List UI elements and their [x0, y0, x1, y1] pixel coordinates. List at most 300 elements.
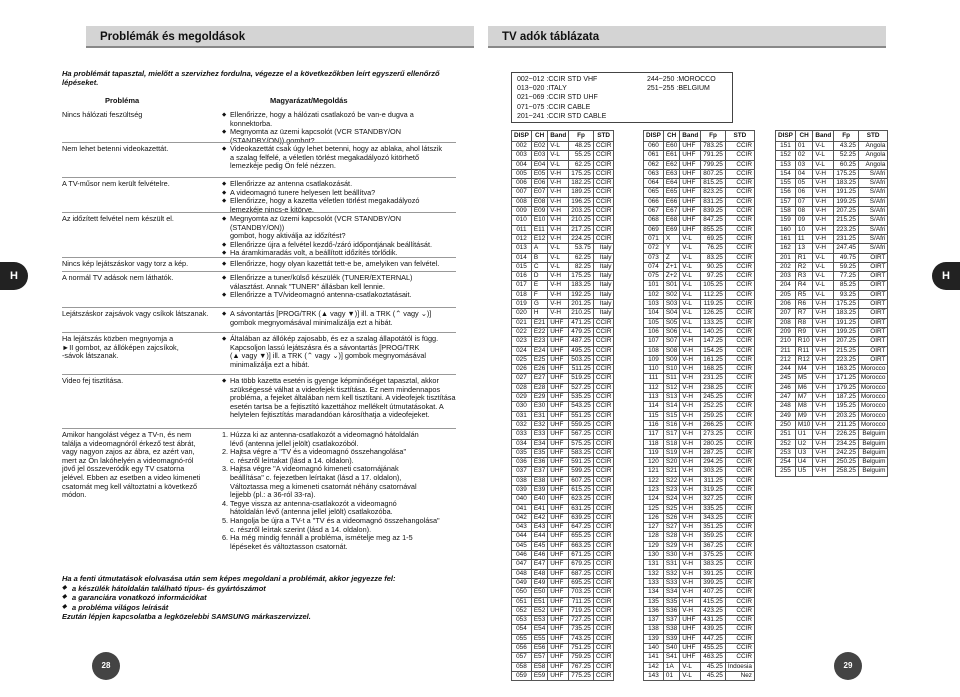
table-cell: Indoesia: [725, 662, 754, 671]
table-row: [644, 495, 755, 504]
table-cell: UHF: [548, 662, 569, 671]
table-cell: CCIR: [725, 142, 754, 151]
solution-line: ◆ Ellenőrizze a tuner/külső készülék (TUNER/EXTERNAL): [222, 274, 456, 283]
table-cell: V-H: [813, 458, 834, 467]
table-cell: 019: [512, 300, 532, 309]
table-cell: V-H: [813, 300, 834, 309]
table-row: [512, 448, 614, 457]
table-cell: E54: [531, 625, 547, 634]
table-cell: 207.25: [834, 207, 859, 216]
table-cell: 060: [644, 142, 664, 151]
column-header: Band: [548, 131, 569, 142]
table-cell: V-H: [680, 411, 701, 420]
solution-line: ◆ Ha áramkimaradás volt, a beállított időzítés törlődik.: [222, 249, 456, 258]
table-cell: M7: [795, 393, 812, 402]
table-cell: UHF: [548, 504, 569, 513]
solution-line: beállítása" c. fejezetben leírtakat (lásd a 17. oldalon),: [230, 472, 402, 482]
table-cell: 639.25: [569, 513, 594, 522]
table-cell: CCIR: [593, 569, 614, 578]
table-cell: 133: [644, 578, 664, 587]
table-cell: 206: [776, 300, 796, 309]
table-cell: H: [531, 309, 547, 318]
table-cell: 067: [644, 207, 664, 216]
table-cell: E40: [531, 495, 547, 504]
table-cell: 054: [512, 625, 532, 634]
table-cell: 162: [776, 244, 796, 253]
table-cell: 82.25: [569, 262, 594, 271]
table-cell: E25: [531, 355, 547, 364]
table-cell: CCIR: [725, 253, 754, 262]
table-cell: 455.25: [701, 644, 726, 653]
table-cell: M6: [795, 383, 812, 392]
table-cell: S34: [663, 588, 679, 597]
table-cell: UHF: [680, 151, 701, 160]
row-divider: [62, 257, 456, 258]
table-cell: E03: [531, 151, 547, 160]
table-cell: 48.25: [569, 142, 594, 151]
table-cell: V-H: [680, 337, 701, 346]
channel-table-1: [511, 130, 614, 681]
solution-cell: [222, 215, 456, 258]
table-cell: 399.25: [701, 578, 726, 587]
table-cell: CCIR: [593, 207, 614, 216]
table-row: [512, 346, 614, 355]
table-cell: 03: [795, 160, 812, 169]
table-cell: 124: [644, 495, 664, 504]
table-cell: 551.25: [569, 411, 594, 420]
solution-line: választást. Annak "TUNER" állásban kell lennie.: [230, 281, 385, 291]
table-cell: V-H: [813, 439, 834, 448]
table-cell: 663.25: [569, 541, 594, 550]
table-cell: 202: [776, 262, 796, 271]
table-cell: M8: [795, 402, 812, 411]
table-cell: UHF: [548, 625, 569, 634]
table-cell: 046: [512, 551, 532, 560]
table-cell: V-H: [813, 402, 834, 411]
table-cell: 065: [644, 188, 664, 197]
table-cell: V-H: [548, 281, 569, 290]
table-cell: 147.25: [701, 337, 726, 346]
solution-cell: [222, 180, 456, 214]
table-cell: R10: [795, 337, 812, 346]
table-cell: S/Afri: [858, 234, 888, 243]
solution-line: lévő (antenna jellel jelölt) csatlakozóból.: [230, 438, 359, 448]
solution-cell: [222, 335, 456, 369]
page-title: Problémák és megoldások: [86, 26, 474, 48]
table-cell: 143: [644, 671, 664, 680]
table-cell: V-H: [548, 179, 569, 188]
table-cell: V-H: [813, 420, 834, 429]
table-cell: 527.25: [569, 383, 594, 392]
table-cell: V-L: [813, 151, 834, 160]
table-cell: CCIR: [593, 234, 614, 243]
table-cell: S39: [663, 634, 679, 643]
table-cell: 252: [776, 439, 796, 448]
solution-line: ◆ Ellenőrizze az antenna csatlakozását.: [222, 180, 456, 189]
table-cell: 191.25: [834, 318, 859, 327]
table-cell: 061: [644, 151, 664, 160]
table-cell: 53.75: [569, 244, 594, 253]
table-cell: 002: [512, 142, 532, 151]
table-cell: 032: [512, 420, 532, 429]
table-cell: S15: [663, 411, 679, 420]
table-cell: 126: [644, 513, 664, 522]
table-cell: 759.25: [569, 653, 594, 662]
table-cell: E10: [531, 216, 547, 225]
solution-line: c. részről leírtakat (lásd a 14. oldalon).: [230, 455, 354, 465]
table-cell: 495.25: [569, 346, 594, 355]
row-divider: [62, 271, 456, 272]
table-cell: 511.25: [569, 365, 594, 374]
table-cell: V-H: [548, 225, 569, 234]
table-cell: 175.25: [834, 169, 859, 178]
table-cell: 052: [512, 606, 532, 615]
table-cell: Z: [663, 253, 679, 262]
table-cell: 130: [644, 551, 664, 560]
table-cell: S14: [663, 402, 679, 411]
table-row: [644, 318, 755, 327]
table-cell: C: [531, 262, 547, 271]
table-cell: Morocco: [858, 402, 888, 411]
table-cell: V-L: [548, 253, 569, 262]
table-cell: 207: [776, 309, 796, 318]
table-row: [644, 597, 755, 606]
solution-line: ◆ Általában az állókép zajosabb, és ez a szalag állapotától is függ.: [222, 335, 456, 344]
table-cell: 027: [512, 374, 532, 383]
table-cell: CCIR: [593, 495, 614, 504]
table-cell: CCIR: [725, 300, 754, 309]
table-cell: E12: [531, 234, 547, 243]
table-cell: 367.25: [701, 541, 726, 550]
table-cell: Italy: [593, 253, 614, 262]
table-cell: UHF: [548, 513, 569, 522]
table-cell: 535.25: [569, 393, 594, 402]
table-cell: 266.25: [701, 420, 726, 429]
table-cell: CCIR: [725, 207, 754, 216]
table-cell: OIRT: [858, 355, 888, 364]
table-cell: 064: [644, 179, 664, 188]
table-row: [512, 327, 614, 336]
table-cell: S28: [663, 532, 679, 541]
table-cell: 311.25: [701, 476, 726, 485]
table-cell: V-H: [680, 346, 701, 355]
table-cell: 83.25: [701, 253, 726, 262]
table-cell: S09: [663, 355, 679, 364]
table-cell: UHF: [548, 411, 569, 420]
table-cell: CCIR: [593, 644, 614, 653]
table-row: [776, 169, 888, 178]
table-cell: S26: [663, 513, 679, 522]
solution-line: 3. Hajtsa végre "A videomagnó kimeneti csatornájának: [222, 464, 399, 474]
table-cell: E41: [531, 504, 547, 513]
table-cell: U4: [795, 458, 812, 467]
table-cell: 129: [644, 541, 664, 550]
table-cell: UHF: [548, 569, 569, 578]
table-cell: E44: [531, 532, 547, 541]
table-cell: CCIR: [725, 485, 754, 494]
table-cell: 135: [644, 597, 664, 606]
table-cell: UHF: [680, 216, 701, 225]
table-cell: 767.25: [569, 662, 594, 671]
table-cell: 142: [644, 662, 664, 671]
solution-line: 6. Ha még mindig fennáll a probléma, ismételje meg az 1-5: [222, 533, 413, 543]
table-cell: 10: [795, 225, 812, 234]
solution-line: 4. Tegye vissza az antenna-csatlakozót a videomagnó: [222, 498, 397, 508]
table-cell: CCIR: [593, 467, 614, 476]
table-cell: 055: [512, 634, 532, 643]
table-cell: 187.25: [834, 393, 859, 402]
problem-cell: [62, 180, 210, 189]
table-cell: 134: [644, 588, 664, 597]
table-cell: 041: [512, 504, 532, 513]
table-cell: V-H: [680, 606, 701, 615]
table-cell: V-H: [813, 393, 834, 402]
table-cell: 49.75: [834, 253, 859, 262]
table-cell: S/Afri: [858, 216, 888, 225]
table-cell: 123: [644, 485, 664, 494]
table-cell: CCIR: [593, 225, 614, 234]
table-cell: UHF: [680, 142, 701, 151]
table-cell: CCIR: [593, 597, 614, 606]
solution-cell: [222, 310, 456, 327]
table-cell: Italy: [593, 272, 614, 281]
table-cell: CCIR: [593, 151, 614, 160]
table-cell: UHF: [548, 588, 569, 597]
table-cell: 005: [512, 169, 532, 178]
table-cell: V-L: [680, 281, 701, 290]
table-cell: 607.25: [569, 476, 594, 485]
table-cell: 647.25: [569, 523, 594, 532]
table-cell: UHF: [548, 485, 569, 494]
problem-line: vagy nagyon zajos az ábra, ez azért van,: [62, 447, 195, 457]
table-cell: E61: [663, 151, 679, 160]
table-cell: V-H: [548, 309, 569, 318]
table-cell: 028: [512, 383, 532, 392]
table-cell: V-H: [680, 439, 701, 448]
table-cell: 244: [776, 365, 796, 374]
table-cell: V-L: [680, 244, 701, 253]
table-cell: CCIR: [725, 272, 754, 281]
table-cell: CCIR: [725, 532, 754, 541]
table-cell: V-H: [680, 588, 701, 597]
table-cell: V-H: [680, 485, 701, 494]
column-header: STD: [858, 131, 888, 142]
table-cell: V-L: [813, 262, 834, 271]
table-cell: R7: [795, 309, 812, 318]
table-row: [776, 374, 888, 383]
table-cell: V-H: [680, 448, 701, 457]
table-cell: 053: [512, 616, 532, 625]
table-cell: 247.45: [834, 244, 859, 253]
table-row: [512, 411, 614, 420]
table-cell: UHF: [680, 207, 701, 216]
table-cell: 040: [512, 495, 532, 504]
table-row: [776, 448, 888, 457]
table-cell: R8: [795, 318, 812, 327]
table-cell: 016: [512, 272, 532, 281]
table-cell: CCIR: [593, 327, 614, 336]
table-cell: V-H: [680, 365, 701, 374]
table-cell: V-H: [680, 374, 701, 383]
table-cell: CCIR: [725, 309, 754, 318]
table-cell: 205: [776, 290, 796, 299]
table-row: [644, 420, 755, 429]
table-cell: V-H: [680, 430, 701, 439]
table-cell: UHF: [548, 355, 569, 364]
table-cell: E59: [531, 671, 547, 680]
table-row: [776, 160, 888, 169]
table-row: [776, 411, 888, 420]
table-row: [644, 300, 755, 309]
problem-cell: [62, 215, 210, 224]
table-cell: 140: [644, 644, 664, 653]
table-cell: CCIR: [593, 197, 614, 206]
table-cell: 231.25: [834, 234, 859, 243]
table-row: [512, 151, 614, 160]
table-cell: E26: [531, 365, 547, 374]
table-cell: E60: [663, 142, 679, 151]
table-cell: Morocco: [858, 365, 888, 374]
table-cell: CCIR: [725, 216, 754, 225]
table-cell: 231.25: [701, 374, 726, 383]
problem-line: Lejátszáskor zajsávok vagy csíkok látszanak.: [62, 309, 209, 318]
legend-line: 002~012 :CCIR STD VHF: [517, 76, 598, 83]
table-cell: 212: [776, 355, 796, 364]
table-cell: E68: [663, 216, 679, 225]
table-cell: 182.25: [569, 179, 594, 188]
table-cell: E58: [531, 662, 547, 671]
table-cell: 101: [644, 281, 664, 290]
table-cell: CCIR: [725, 393, 754, 402]
table-cell: CCIR: [725, 430, 754, 439]
table-row: [512, 281, 614, 290]
table-cell: V-H: [813, 430, 834, 439]
table-cell: 217.25: [569, 225, 594, 234]
right-page: [480, 0, 960, 697]
problem-cell: [62, 274, 210, 283]
table-cell: 112: [644, 383, 664, 392]
table-cell: V-H: [680, 551, 701, 560]
table-cell: CCIR: [725, 281, 754, 290]
solution-line: Változtassa meg a kimeneti csatornát néhány csatornával: [230, 481, 417, 491]
table-cell: V-H: [680, 467, 701, 476]
table-cell: S29: [663, 541, 679, 550]
table-cell: CCIR: [593, 383, 614, 392]
table-cell: CCIR: [593, 578, 614, 587]
table-cell: 591.25: [569, 458, 594, 467]
table-row: [776, 346, 888, 355]
table-cell: 203.25: [834, 411, 859, 420]
table-row: [512, 485, 614, 494]
table-row: [776, 420, 888, 429]
table-cell: 008: [512, 197, 532, 206]
table-row: [644, 346, 755, 355]
table-cell: 038: [512, 476, 532, 485]
table-cell: Z+2: [663, 272, 679, 281]
table-cell: 224.25: [569, 234, 594, 243]
table-cell: S20: [663, 458, 679, 467]
table-cell: E36: [531, 458, 547, 467]
table-row: [512, 142, 614, 151]
row-divider: [62, 428, 456, 429]
table-cell: CCIR: [725, 569, 754, 578]
table-cell: 131: [644, 560, 664, 569]
table-cell: 138: [644, 625, 664, 634]
table-cell: CCIR: [593, 551, 614, 560]
table-cell: 020: [512, 309, 532, 318]
table-cell: CCIR: [725, 541, 754, 550]
page-number: 29: [834, 652, 862, 680]
table-cell: 52.25: [834, 151, 859, 160]
legend-column-left: [517, 75, 606, 121]
table-row: [644, 439, 755, 448]
table-cell: 11: [795, 234, 812, 243]
table-row: [512, 355, 614, 364]
language-tab: H: [932, 262, 960, 290]
table-cell: 85.25: [834, 281, 859, 290]
table-cell: CCIR: [725, 588, 754, 597]
table-row: [644, 272, 755, 281]
table-cell: 815.25: [701, 179, 726, 188]
table-cell: S16: [663, 420, 679, 429]
table-cell: CCIR: [725, 169, 754, 178]
table-cell: E09: [531, 207, 547, 216]
table-cell: CCIR: [725, 504, 754, 513]
table-cell: CCIR: [725, 616, 754, 625]
table-cell: 023: [512, 337, 532, 346]
table-cell: E08: [531, 197, 547, 206]
problem-line: módon.: [62, 490, 87, 500]
table-cell: CCIR: [593, 355, 614, 364]
table-cell: S36: [663, 606, 679, 615]
row-divider: [62, 212, 456, 213]
table-cell: V-L: [680, 272, 701, 281]
table-row: [512, 597, 614, 606]
table-cell: 431.25: [701, 616, 726, 625]
table-row: [644, 207, 755, 216]
table-cell: 203: [776, 272, 796, 281]
table-cell: 033: [512, 430, 532, 439]
table-cell: R5: [795, 290, 812, 299]
channel-table-3: [775, 130, 888, 477]
table-cell: 407.25: [701, 588, 726, 597]
table-row: [644, 142, 755, 151]
table-cell: V-H: [548, 197, 569, 206]
table-cell: V-L: [680, 234, 701, 243]
table-cell: OIRT: [858, 281, 888, 290]
table-row: [644, 151, 755, 160]
table-cell: 121: [644, 467, 664, 476]
table-cell: 072: [644, 244, 664, 253]
table-cell: E67: [663, 207, 679, 216]
table-cell: 199.25: [834, 197, 859, 206]
closing-lead: Ha a fenti útmutatások elolvasása után sem képes megoldani a problémát, akkor jegyezze fel:: [62, 574, 396, 583]
table-row: [644, 541, 755, 550]
table-row: [512, 420, 614, 429]
table-cell: 655.25: [569, 532, 594, 541]
table-row: [512, 513, 614, 522]
table-cell: 319.25: [701, 485, 726, 494]
table-cell: 025: [512, 355, 532, 364]
solution-line: lemezkéje pedig Ön felé nézzen.: [230, 161, 336, 171]
table-cell: D: [531, 272, 547, 281]
table-row: [644, 616, 755, 625]
table-cell: 250.25: [834, 458, 859, 467]
table-cell: E32: [531, 420, 547, 429]
solution-line: minimalizálja ezt a hibát.: [230, 359, 310, 369]
table-cell: CCIR: [725, 578, 754, 587]
table-cell: 211.25: [834, 420, 859, 429]
